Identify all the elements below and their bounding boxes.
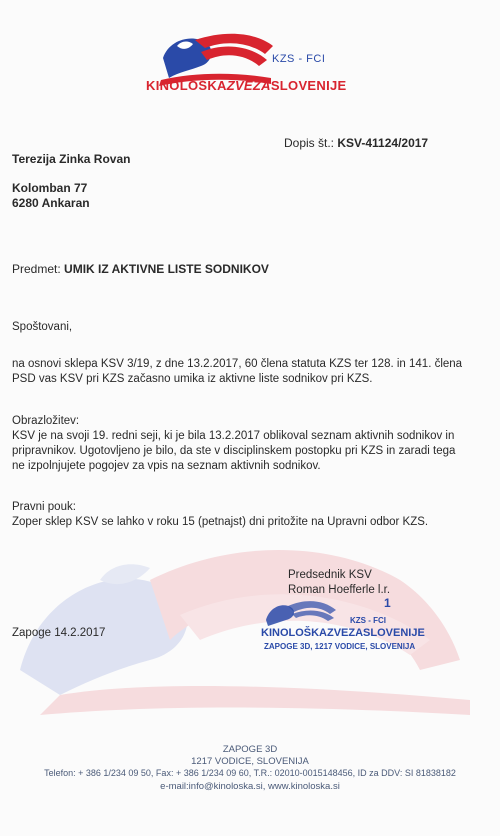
recipient-street: Kolomban 77 [12,181,88,195]
decision-paragraph [12,357,492,387]
subject-text: UMIK IZ AKTIVNE LISTE SODNIKOV [64,262,269,276]
stamp-org-code: KZS - FCI [350,616,386,625]
recipient-name: Terezija Zinka Rovan [12,152,131,166]
reasoning-line: pripravnikov. Ugotovljeno je bilo, da ste v disciplinskem postopku pri KZS in zaradi tega [12,445,456,457]
place-date: Zapoge 14.2.2017 [12,627,106,639]
reasoning-line: ne izpolnjujete pogojev za vpis na seznam aktivnih sodnikov. [12,460,321,472]
legal-heading: Pravni pouk: [12,501,76,513]
reference-number [284,136,428,150]
reasoning-section [12,414,492,474]
paragraph-line: na osnovi sklepa KSV 3/19, z dne 13.2.2017, 60 člena statuta KZS ter 128. in 141. člena [12,358,463,370]
reference-label: Dopis št.: [284,136,335,150]
footer-web: e-mail:info@kinoloska.si, www.kinoloska.si [160,781,340,792]
reasoning-heading: Obrazložitev: [12,415,80,427]
stamp-org-name: KINOLOŠKAZVEZASLOVENIJE [261,627,425,639]
signatory-name: Roman Hoefferle l.r. [288,584,391,596]
signature-mark: 1 [384,596,391,610]
paragraph-line: PSD vas KSV pri KZS začasno umika iz aktivne liste sodnikov pri KZS. [12,373,373,385]
reasoning-line: KSV je na svoji 19. redni seji, ki je bila 13.2.2017 oblikoval seznam aktivnih sodnikov in [12,430,455,442]
footer-city: 1217 VODICE, SLOVENIJA [191,756,309,767]
salutation: Spoštovani, [12,321,73,333]
footer-contacts: Telefon: + 386 1/234 09 50, Fax: + 386 1/234 09 60, T.R.: 02010-0015148456, ID za DDV: SI 81838182 [44,768,456,778]
watermark-lion-logo [0,520,500,720]
subject-line [12,262,269,277]
letterhead-org-code: KZS - FCI [272,53,326,65]
footer-street: ZAPOGE 3D [222,744,278,755]
signatory-title: Predsednik KSV [288,569,372,581]
legal-advice-section [12,500,492,530]
legal-text: Zoper sklep KSV se lahko v roku 15 (petnajst) dni pritožite na Upravni odbor KZS. [12,516,429,528]
recipient-city: 6280 Ankaran [12,196,90,210]
reference-value: KSV-41124/2017 [337,136,429,150]
stamp-address: ZAPOGE 3D, 1217 VODICE, SLOVENIJA [264,642,416,651]
kzs-lion-logo [155,28,355,110]
subject-label: Predmet: [12,262,61,276]
letterhead-org-name: KINOLOŠKAZVEZASLOVENIJE [146,78,347,93]
stamp-lion-icon [262,598,352,628]
